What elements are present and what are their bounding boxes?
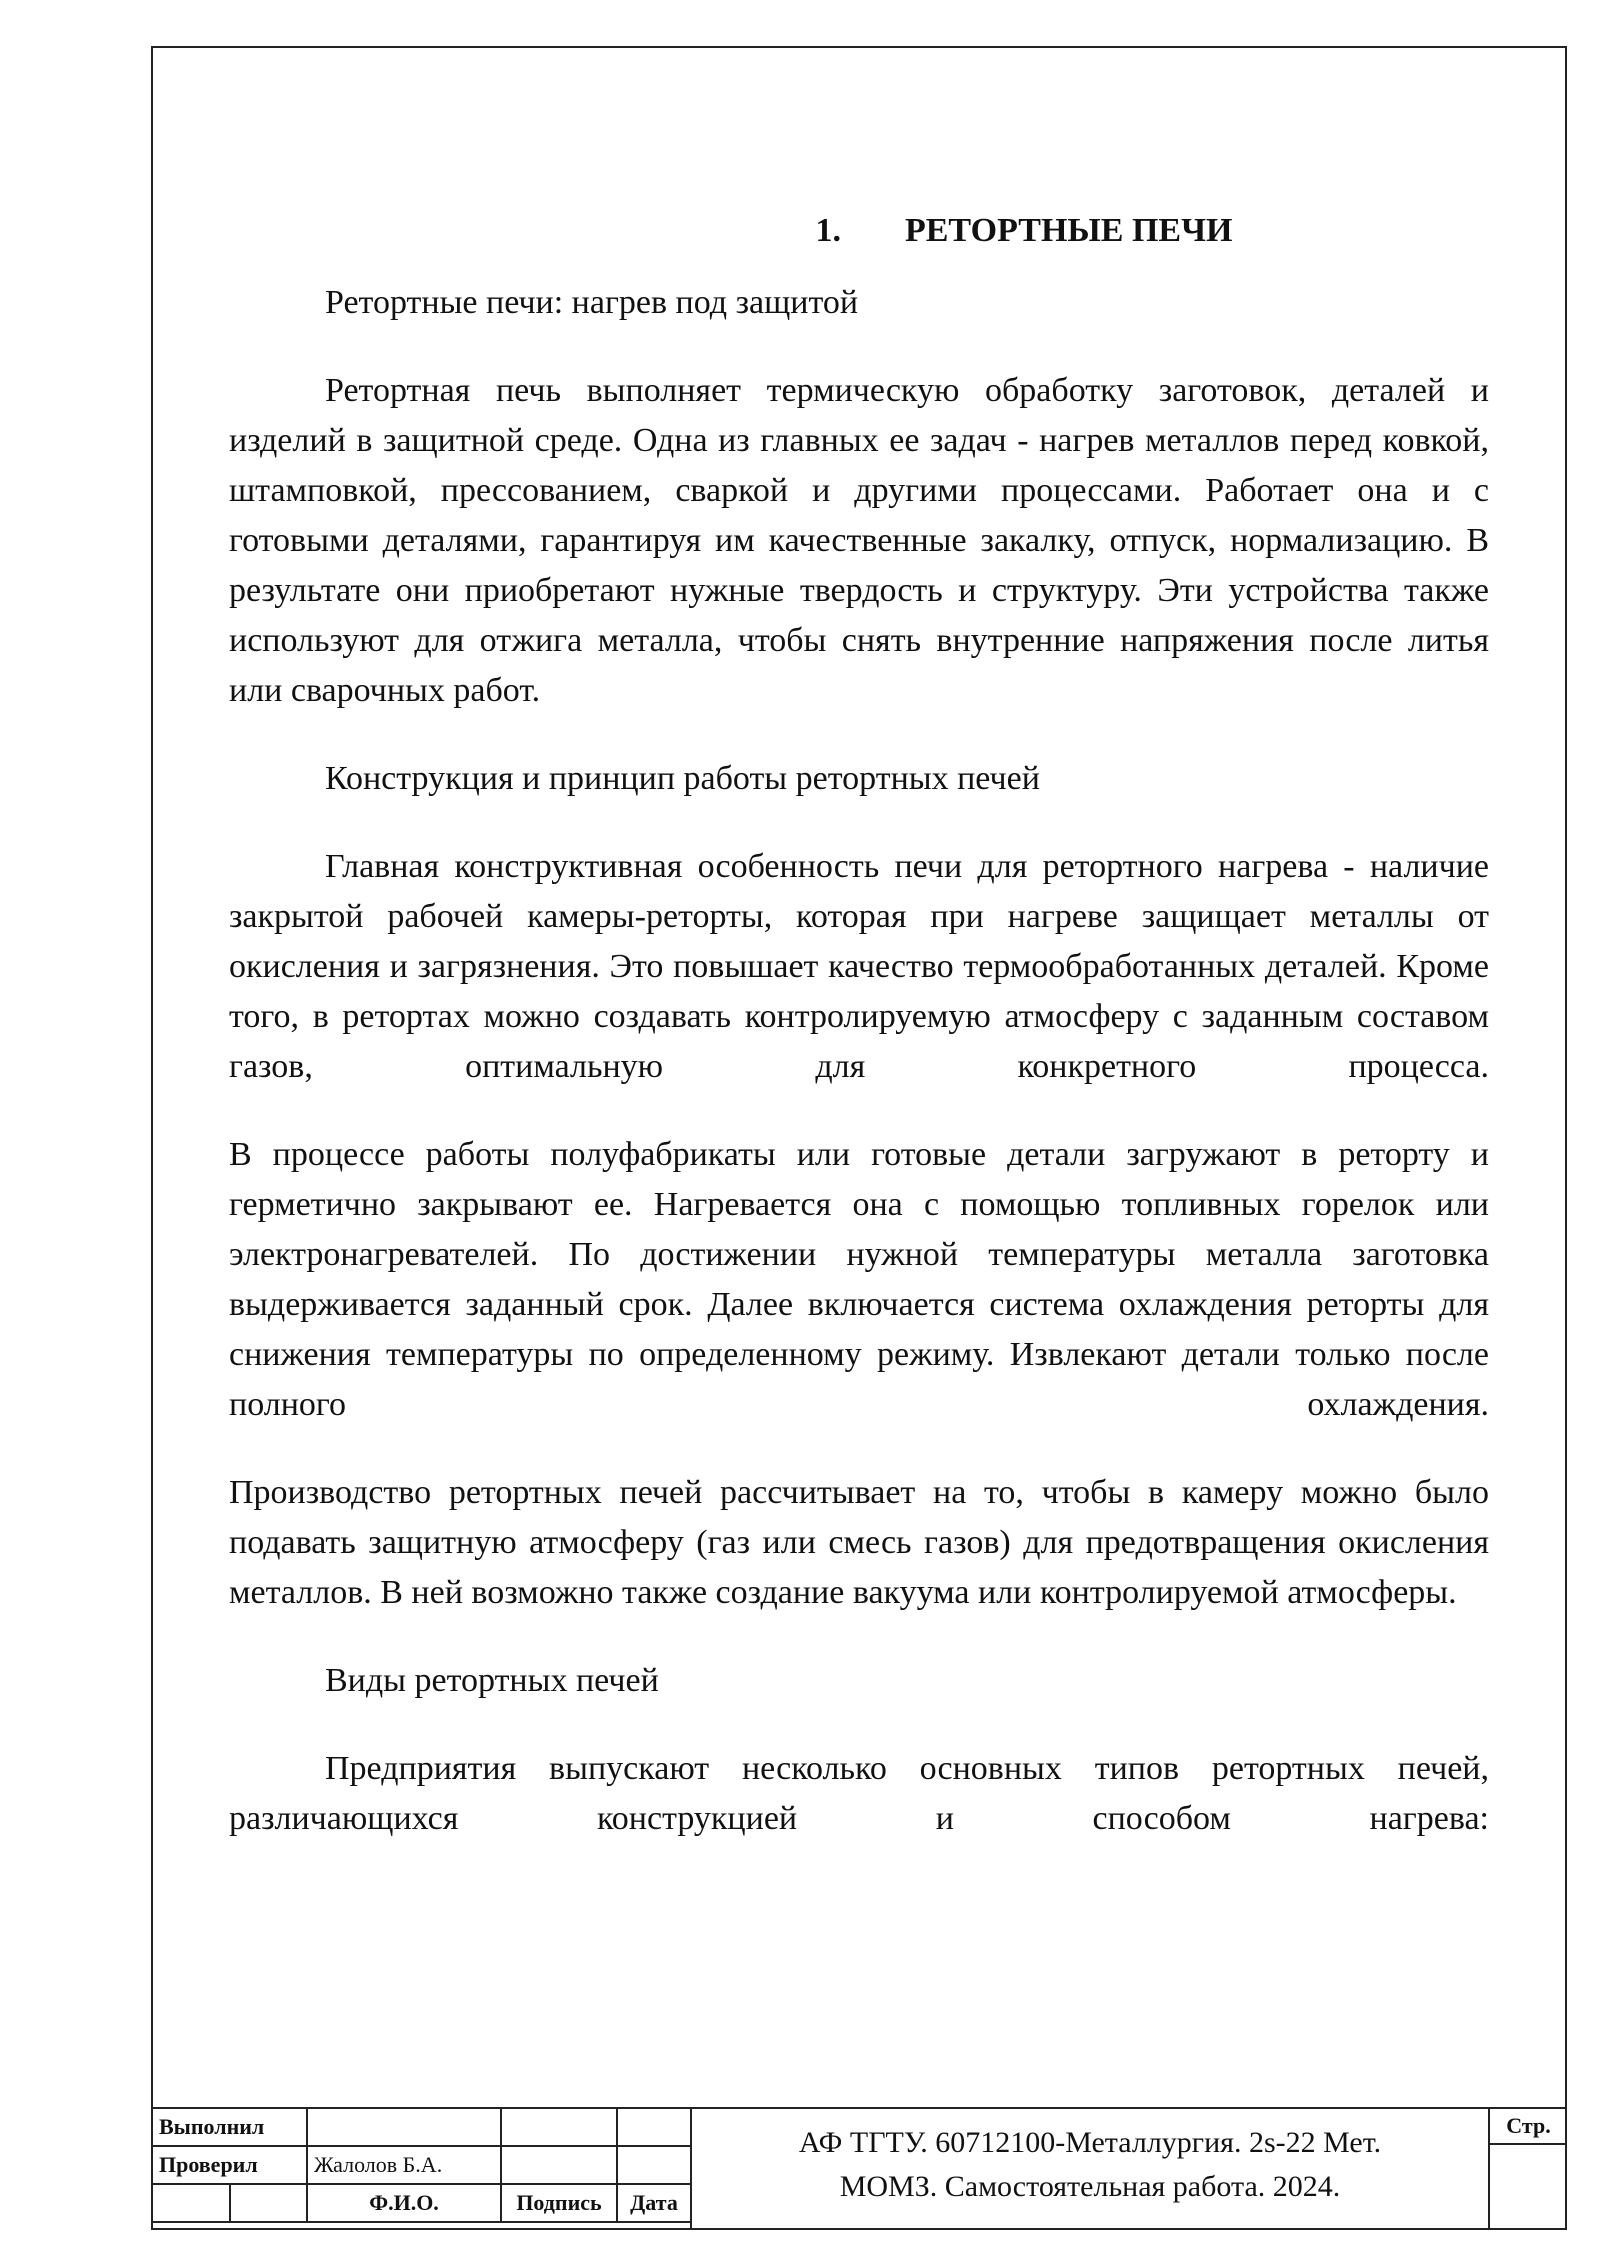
performed-date-cell [617, 2108, 691, 2146]
stamp-table [151, 2107, 692, 2223]
document-code-line: АФ ТГТУ. 60712100-Металлургия. 2s-22 Мет. [798, 2126, 1382, 2159]
paragraph-construction: Главная конструктивная особенность печи для ретортного нагрева - наличие закрытой рабочей камеры-реторты, которая при нагреве защищает металлы от окисления и загрязнения. Это повышает качество термообработанных деталей. Кроме того, в ретортах можно создавать контролируемую атмосферу с заданным составом газов, оптимальную для конкретного процесса. [229, 848, 1489, 1085]
performed-label: Выполнил [152, 2108, 307, 2146]
section-title: РЕТОРТНЫЕ ПЕЧИ [904, 212, 1233, 249]
paragraph-process: В процессе работы полуфабрикаты или готовые детали загружают в реторту и герметично закрывают ее. Нагревается она с помощью топливных горелок или электронагревателей. По достижении нужной температуры металла заготовка выдерживается заданный срок. Далее включается система охлаждения реторты для снижения температуры по определенному режиму. Извлекают детали только после полного охлаждения. [229, 1136, 1489, 1423]
performed-signature-cell [501, 2108, 617, 2146]
document-body [229, 212, 1489, 1844]
paragraph-intro: Ретортная печь выполняет термическую обработку заготовок, деталей и изделий в защитной среде. Одна из главных ее задач - нагрев металлов перед ковкой, штамповкой, прессованием, сваркой и другими процессами. Работает она и с готовыми деталями, гарантируя им качественные закалку, отпуск, нормализацию. В результате они приобретают нужные твердость и структуру. Эти устройства также используют для отжига металла, чтобы снять внутренние напряжения после литья или сварочных работ. [229, 372, 1489, 709]
page-number-cell [1488, 2107, 1567, 2230]
date-label: Дата [617, 2184, 691, 2222]
subtitle-types: Виды ретортных печей [325, 1662, 659, 1699]
title-block-stamp [151, 2107, 1567, 2230]
empty-cell-1 [152, 2184, 230, 2222]
checked-label: Проверил [152, 2146, 307, 2184]
checked-signature-cell [501, 2146, 617, 2184]
signature-label: Подпись [501, 2184, 617, 2222]
page-label: Стр. [1490, 2109, 1567, 2145]
subtitle-construction: Конструкция и принцип работы ретортных печей [325, 760, 1040, 797]
fio-label: Ф.И.О. [307, 2184, 501, 2222]
paragraph-atmosphere: Производство ретортных печей рассчитывает на то, чтобы в камеру можно было подавать защитную атмосферу (газ или смесь газов) для предотвращения окисления металлов. В ней возможно также создание вакуума или контролируемой атмосферы. [229, 1474, 1489, 1611]
checked-date-cell [617, 2146, 691, 2184]
document-title-line: МОМЗ. Самостоятельная работа. 2024. [839, 2170, 1341, 2203]
section-heading [229, 212, 1489, 250]
empty-cell-2 [230, 2184, 307, 2222]
subtitle-protected-heating: Ретортные печи: нагрев под защитой [325, 284, 859, 321]
paragraph-types: Предприятия выпускают несколько основных типов ретортных печей, различающихся конструкцией и способом нагрева: [229, 1750, 1489, 1837]
checked-name: Жалолов Б.А. [307, 2146, 501, 2184]
performed-name-cell [307, 2108, 501, 2146]
section-number: 1. [815, 212, 841, 249]
document-designation [690, 2107, 1488, 2230]
